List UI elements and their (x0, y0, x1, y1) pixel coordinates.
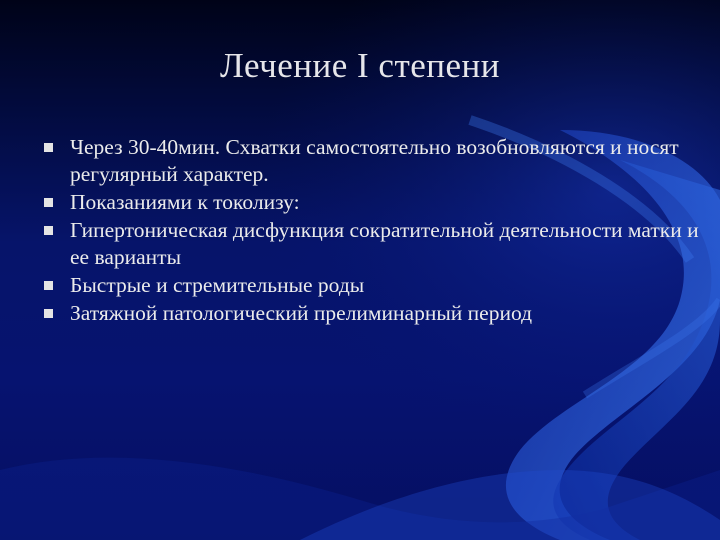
bullet-text: Затяжной патологический прелиминарный период (70, 301, 533, 325)
bullet-item (42, 134, 702, 188)
square-bullet-icon (44, 309, 53, 318)
bullet-item (42, 189, 702, 216)
square-bullet-icon (44, 226, 53, 235)
square-bullet-icon (44, 281, 53, 290)
slide-title: Лечение I степени (219, 46, 501, 85)
bullet-item (42, 272, 702, 299)
bullet-text: Быстрые и стремительные роды (70, 273, 365, 297)
bullet-text: Через 30-40мин. Схватки самостоятельно возобновляются и носят регулярный характер. (70, 135, 679, 186)
bullet-list (42, 134, 702, 328)
bullet-item (42, 217, 702, 271)
square-bullet-icon (44, 143, 53, 152)
bullet-text: Гипертоническая дисфункция сократительной деятельности матки и ее варианты (70, 218, 699, 269)
bullet-text: Показаниями к токолизу: (70, 190, 300, 214)
square-bullet-icon (44, 198, 53, 207)
bullet-item (42, 300, 702, 327)
